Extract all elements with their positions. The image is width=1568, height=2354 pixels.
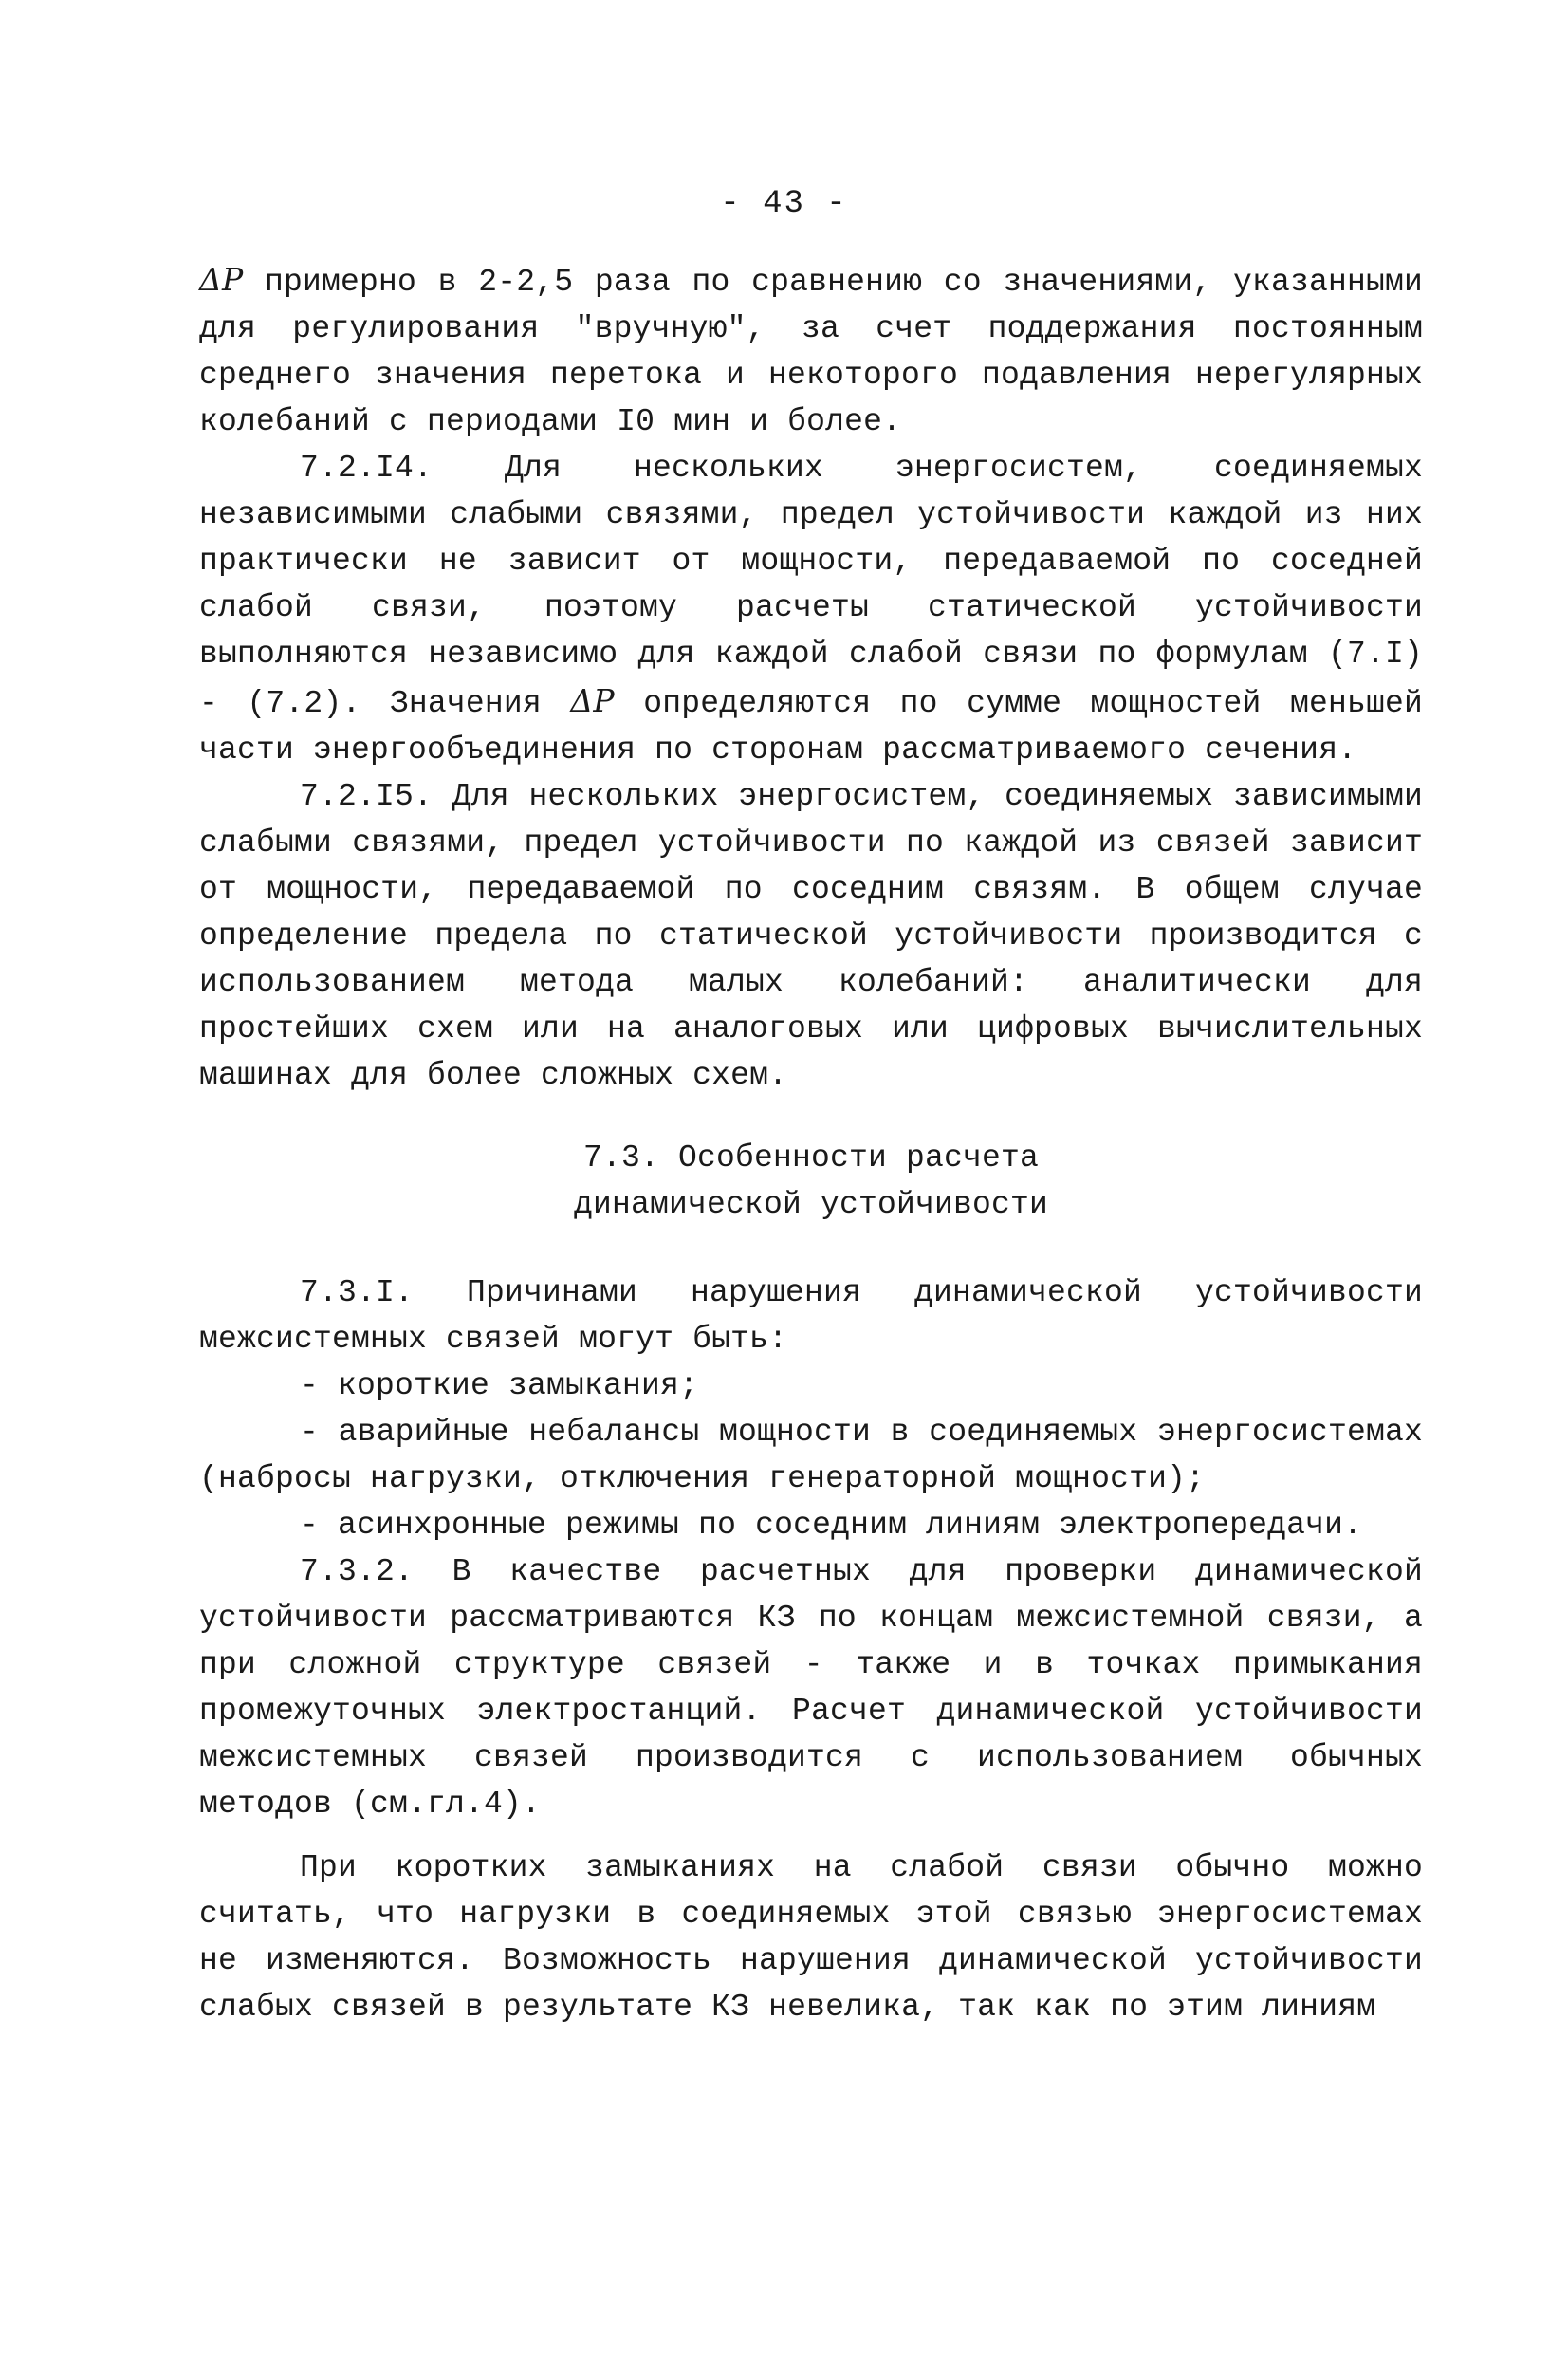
paragraph-text: определяются по сумме мощностей меньшей части энергообъединения по сторонам рассматриваемого сечения. [199,686,1423,768]
page-number: - 43 - [720,186,848,222]
list-item [199,1409,1423,1502]
list-item [199,1502,1423,1548]
paragraph-7-3-1 [199,1270,1423,1362]
list-item-text: - короткие замыкания; [300,1368,699,1403]
paragraph-text: При коротких замыканиях на слабой связи обычно можно считать, что нагрузки в соединяемых этой связью энергосистемах не изменяются. Возможность нарушения динамической устойчивости слабых связей в результате КЗ невелика, так как по этим линиям [199,1850,1423,2025]
list-item-text: - аварийные небалансы мощности в соединяемых энергосистемах (набросы нагрузки, отключения генераторной мощности); [199,1415,1423,1496]
paragraph-text: 7.3.I. Причинами нарушения динамической устойчивости межсистемных связей могут быть: [199,1275,1423,1357]
body-text [199,256,1423,2030]
section-heading-line-1: 7.3. Особенности расчета [582,1140,1040,1176]
paragraph-text: 7.2.I5. Для нескольких энергосистем, соединяемых зависимыми слабыми связями, предел устойчивости по каждой из связей зависит от мощности, передаваемой по соседним связям. В общем случае определение предела по статической устойчивости производится с использованием метода малых колебаний: аналитически для простейших схем или на аналоговых или цифровых вычислительных машинах для более сложных схем. [199,779,1423,1093]
section-heading-line-2: динамической устойчивости [573,1187,1049,1222]
delta-p-symbol: ΔP [570,682,615,719]
list-item-text: - асинхронные режимы по соседним линиям электропередачи. [300,1508,1363,1543]
paragraph-gap [199,1827,1423,1844]
paragraph-short-circuit [199,1844,1423,2030]
paragraph-text: 7.2.I4. Для нескольких энергосистем, соединяемых независимыми слабыми связями, предел устойчивости каждой из них практически не зависит от мощности, передаваемой по соседней слабой связи, поэтому расчеты статической устойчивости выполняются независимо для каждой слабой связи по формулам (7.I) - (7.2). Значения [199,451,1423,721]
paragraph-7-2-14 [199,445,1423,773]
delta-p-symbol: ΔP [199,261,244,298]
paragraph-7-3-2 [199,1548,1423,1827]
section-heading-7-3 [199,1135,1423,1228]
paragraph-continuation [199,256,1423,445]
list-item [199,1362,1423,1409]
paragraph-text: примерно в 2-2,5 раза по сравнению со значениями, указанными для регулирования "вручную", за счет поддержания постоянным среднего значения перетока и некоторого подавления нерегулярных колебаний с периодами I0 мин и более. [199,265,1423,439]
paragraph-7-2-15 [199,773,1423,1099]
paragraph-text: 7.3.2. В качестве расчетных для проверки динамической устойчивости рассматриваются КЗ по концам межсистемной связи, а при сложной структуре связей - также и в точках примыкания промежуточных электростанций. Расчет динамической устойчивости межсистемных связей производится с использованием обычных методов (см.гл.4). [199,1554,1423,1822]
